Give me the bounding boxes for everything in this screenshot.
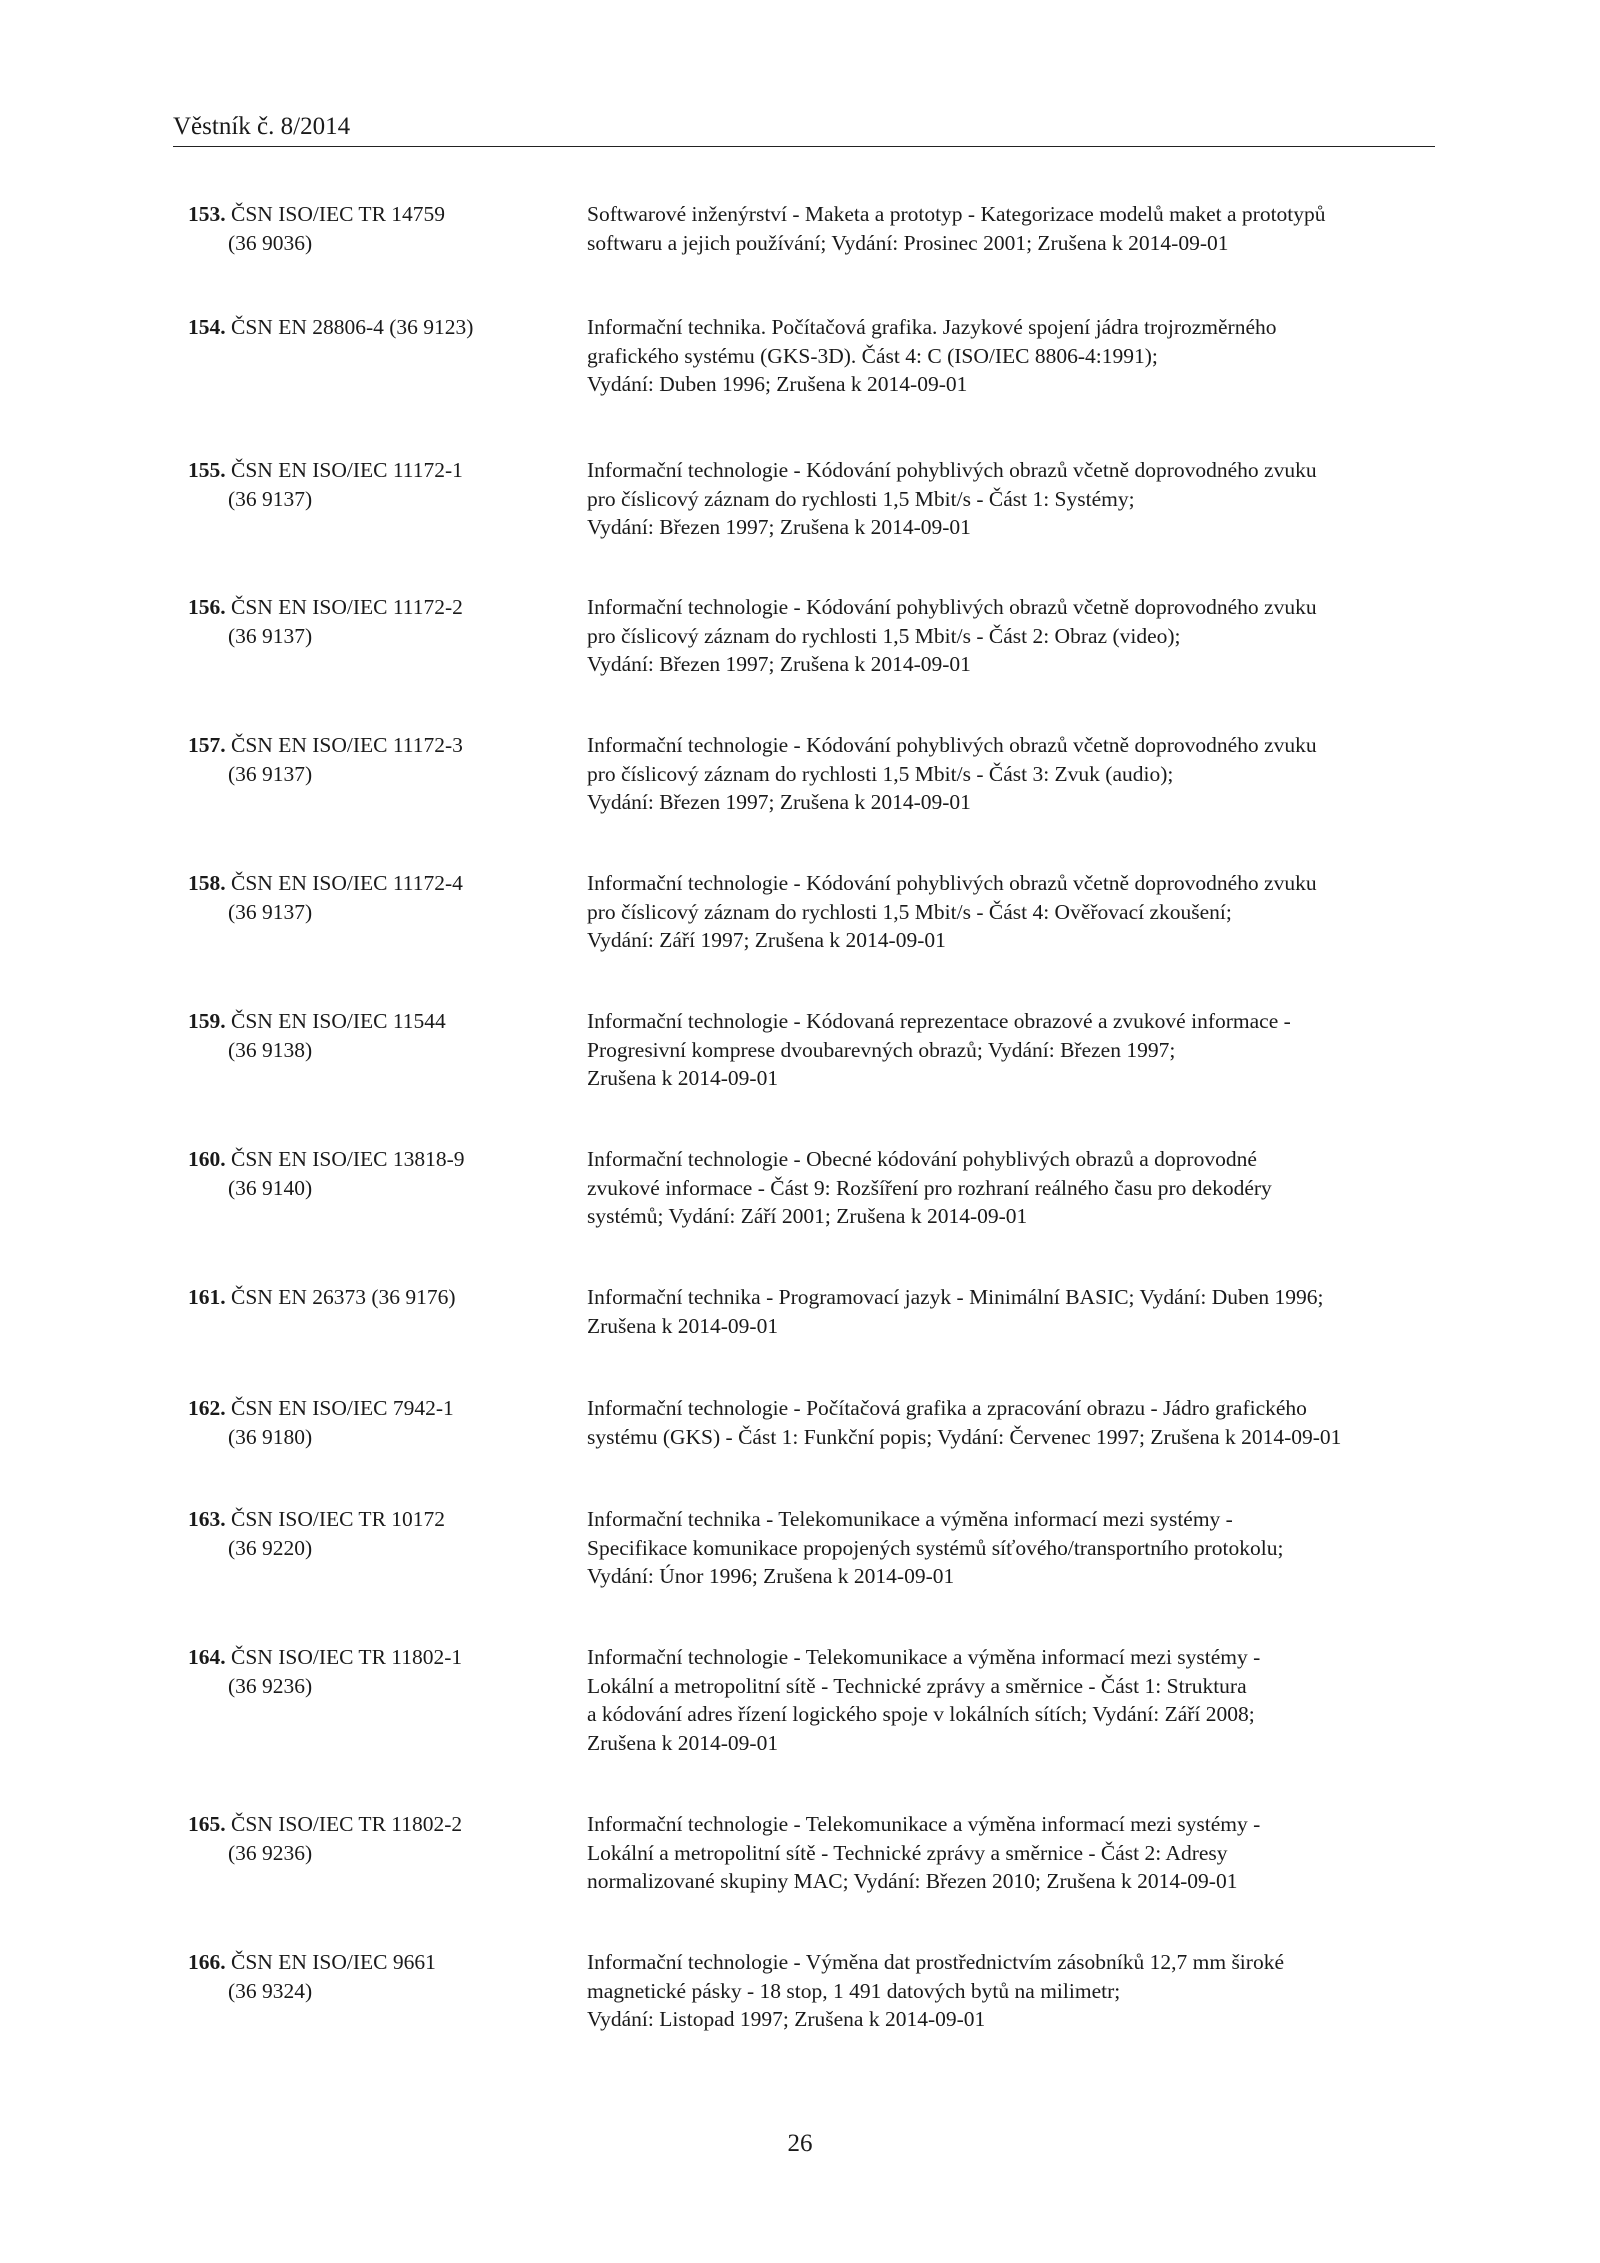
standard-designation (188, 1145, 568, 1202)
standard-description (587, 593, 1447, 679)
standard-description (587, 313, 1447, 399)
standard-code: ČSN EN ISO/IEC 11172-4 (231, 871, 463, 895)
standard-code: ČSN ISO/IEC TR 10172 (231, 1507, 446, 1531)
standard-designation (188, 456, 568, 513)
classification-code: (36 9036) (228, 230, 313, 255)
classification-code: (36 9140) (228, 1175, 313, 1200)
classification-code: (36 9137) (228, 761, 313, 786)
classification-code: (36 9324) (228, 1978, 313, 2003)
description-line: softwaru a jejich používání; Vydání: Prosinec 2001; Zrušena k 2014-09-01 (587, 230, 1229, 255)
description-line: Informační technologie - Obecné kódování pohyblivých obrazů a doprovodné (587, 1147, 1257, 1171)
classification-code: (36 9137) (228, 899, 313, 924)
entry-number: 154. (188, 315, 226, 339)
description-line: Informační technologie - Kódování pohyblivých obrazů včetně doprovodného zvuku (587, 733, 1317, 757)
description-line: Zrušena k 2014-09-01 (587, 1066, 779, 1090)
entry-number: 166. (188, 1950, 226, 1974)
description-line: pro číslicový záznam do rychlosti 1,5 Mbit/s - Část 3: Zvuk (audio); (587, 761, 1174, 786)
standard-description (587, 1810, 1447, 1896)
standard-description (587, 1283, 1447, 1340)
standard-description (587, 731, 1447, 817)
entry-number: 157. (188, 733, 226, 757)
standard-description (587, 1007, 1447, 1093)
description-line: Zrušena k 2014-09-01 (587, 1730, 779, 1755)
description-line: systému (GKS) - Část 1: Funkční popis; Vydání: Červenec 1997; Zrušena k 2014-09-01 (587, 1424, 1342, 1449)
entry-number: 161. (188, 1285, 226, 1309)
description-line: Informační technologie - Výměna dat prostřednictvím zásobníků 12,7 mm široké (587, 1950, 1284, 1974)
standard-code: ČSN EN ISO/IEC 7942-1 (231, 1396, 454, 1420)
standard-description (587, 200, 1447, 257)
description-line: Informační technologie - Telekomunikace a výměna informací mezi systémy - (587, 1645, 1261, 1669)
page-header-title: Věstník č. 8/2014 (173, 113, 351, 140)
standard-description (587, 1948, 1447, 2034)
classification-code: (36 9138) (228, 1037, 313, 1062)
standard-code: ČSN EN ISO/IEC 9661 (231, 1950, 436, 1974)
description-line: Informační technika. Počítačová grafika. Jazykové spojení jádra trojrozměrného (587, 315, 1277, 339)
entry-number: 155. (188, 458, 226, 482)
standard-designation (188, 1643, 568, 1700)
standard-designation (188, 1948, 568, 2005)
entry-number: 164. (188, 1645, 226, 1669)
description-line: Vydání: Listopad 1997; Zrušena k 2014-09-01 (587, 2007, 986, 2031)
description-line: Informační technologie - Kódovaná reprezentace obrazové a zvukové informace - (587, 1009, 1291, 1033)
description-line: Informační technologie - Kódování pohyblivých obrazů včetně doprovodného zvuku (587, 595, 1317, 619)
standard-description (587, 1505, 1447, 1591)
description-line: systémů; Vydání: Září 2001; Zrušena k 2014-09-01 (587, 1204, 1028, 1228)
description-line: Informační technologie - Telekomunikace a výměna informací mezi systémy - (587, 1812, 1261, 1836)
description-line: Vydání: Březen 1997; Zrušena k 2014-09-01 (587, 652, 971, 676)
entry-number: 159. (188, 1009, 226, 1033)
standard-code: ČSN EN 28806-4 (36 9123) (231, 315, 474, 339)
standard-code: ČSN ISO/IEC TR 11802-1 (231, 1645, 463, 1669)
description-line: Informační technologie - Počítačová grafika a zpracování obrazu - Jádro grafického (587, 1396, 1307, 1420)
description-line: pro číslicový záznam do rychlosti 1,5 Mbit/s - Část 1: Systémy; (587, 486, 1135, 511)
standard-code: ČSN EN ISO/IEC 11172-1 (231, 458, 463, 482)
description-line: Vydání: Březen 1997; Zrušena k 2014-09-01 (587, 790, 971, 814)
standard-description (587, 456, 1447, 542)
standard-designation (188, 1394, 568, 1451)
standard-description (587, 1394, 1447, 1451)
classification-code: (36 9236) (228, 1840, 313, 1865)
standard-description (587, 869, 1447, 955)
standard-description (587, 1145, 1447, 1231)
description-line: Vydání: Duben 1996; Zrušena k 2014-09-01 (587, 372, 968, 396)
entry-number: 158. (188, 871, 226, 895)
standard-designation (188, 1505, 568, 1562)
description-line: Informační technika - Telekomunikace a výměna informací mezi systémy - (587, 1507, 1233, 1531)
standard-code: ČSN EN ISO/IEC 11172-2 (231, 595, 463, 619)
standard-designation (188, 869, 568, 926)
entry-number: 156. (188, 595, 226, 619)
standard-code: ČSN EN ISO/IEC 13818-9 (231, 1147, 465, 1171)
description-line: Vydání: Únor 1996; Zrušena k 2014-09-01 (587, 1564, 955, 1588)
description-line: Softwarové inženýrství - Maketa a prototyp - Kategorizace modelů maket a prototypů (587, 202, 1326, 226)
standard-code: ČSN EN ISO/IEC 11544 (231, 1009, 446, 1033)
standard-designation (188, 1283, 568, 1312)
standard-designation (188, 1810, 568, 1867)
description-line: Lokální a metropolitní sítě - Technické zprávy a směrnice - Část 2: Adresy (587, 1840, 1228, 1865)
standard-designation (188, 200, 568, 257)
description-line: Informační technologie - Kódování pohyblivých obrazů včetně doprovodného zvuku (587, 458, 1317, 482)
standard-designation (188, 313, 568, 342)
classification-code: (36 9137) (228, 486, 313, 511)
standard-code: ČSN ISO/IEC TR 11802-2 (231, 1812, 463, 1836)
description-line: Vydání: Září 1997; Zrušena k 2014-09-01 (587, 928, 946, 952)
classification-code: (36 9236) (228, 1673, 313, 1698)
standard-code: ČSN EN ISO/IEC 11172-3 (231, 733, 463, 757)
description-line: Progresivní komprese dvoubarevných obrazů; Vydání: Březen 1997; (587, 1037, 1176, 1062)
description-line: pro číslicový záznam do rychlosti 1,5 Mbit/s - Část 2: Obraz (video); (587, 623, 1181, 648)
entry-number: 165. (188, 1812, 226, 1836)
description-line: grafického systému (GKS-3D). Část 4: C (ISO/IEC 8806-4:1991); (587, 343, 1158, 368)
standard-description (587, 1643, 1447, 1757)
description-line: normalizované skupiny MAC; Vydání: Březen 2010; Zrušena k 2014-09-01 (587, 1869, 1238, 1893)
standard-code: ČSN ISO/IEC TR 14759 (231, 202, 446, 226)
entry-number: 153. (188, 202, 226, 226)
description-line: zvukové informace - Část 9: Rozšíření pro rozhraní reálného času pro dekodéry (587, 1175, 1272, 1200)
standard-designation (188, 593, 568, 650)
description-line: a kódování adres řízení logického spoje v lokálních sítích; Vydání: Září 2008; (587, 1702, 1255, 1726)
standard-code: ČSN EN 26373 (36 9176) (231, 1285, 456, 1309)
description-line: Specifikace komunikace propojených systémů síťového/transportního protokolu; (587, 1535, 1284, 1560)
entry-number: 162. (188, 1396, 226, 1420)
classification-code: (36 9180) (228, 1424, 313, 1449)
entry-number: 163. (188, 1507, 226, 1531)
classification-code: (36 9137) (228, 623, 313, 648)
description-line: Informační technologie - Kódování pohyblivých obrazů včetně doprovodného zvuku (587, 871, 1317, 895)
description-line: Zrušena k 2014-09-01 (587, 1313, 779, 1338)
standard-designation (188, 731, 568, 788)
entry-number: 160. (188, 1147, 226, 1171)
description-line: Vydání: Březen 1997; Zrušena k 2014-09-01 (587, 515, 971, 539)
classification-code: (36 9220) (228, 1535, 313, 1560)
description-line: magnetické pásky - 18 stop, 1 491 datových bytů na milimetr; (587, 1978, 1121, 2003)
standard-designation (188, 1007, 568, 1064)
description-line: Lokální a metropolitní sítě - Technické zprávy a směrnice - Část 1: Struktura (587, 1673, 1247, 1698)
description-line: Informační technika - Programovací jazyk - Minimální BASIC; Vydání: Duben 1996; (587, 1285, 1324, 1309)
page-number: 26 (787, 2130, 813, 2157)
description-line: pro číslicový záznam do rychlosti 1,5 Mbit/s - Část 4: Ověřovací zkoušení; (587, 899, 1232, 924)
